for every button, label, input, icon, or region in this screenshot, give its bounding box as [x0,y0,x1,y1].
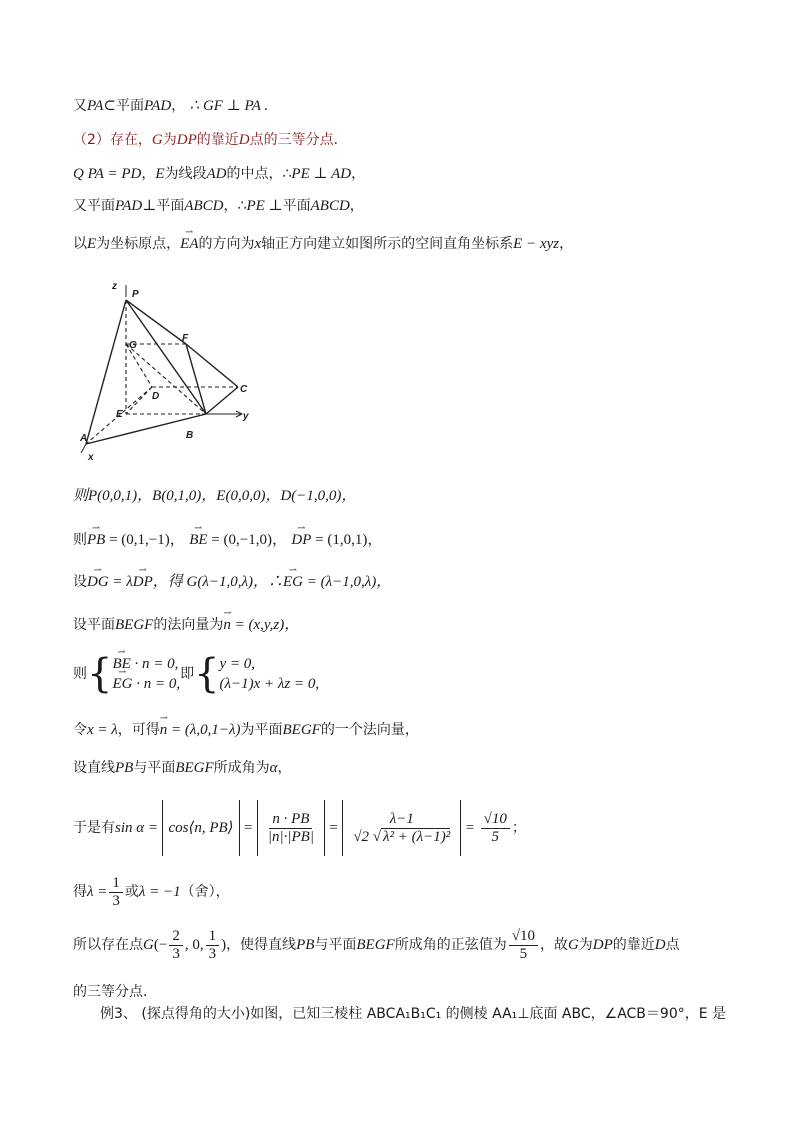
math: BEGF [175,760,214,776]
text: 于是有 [73,820,115,836]
numerator: λ−1 [387,811,417,829]
proof-line-1 [73,96,268,116]
math: = (λ−1,0,λ)， [303,574,392,590]
edge-PF [126,300,186,344]
math: BEGF [282,722,321,738]
text: 设平面 [73,617,115,633]
denominator: 5 [491,828,500,845]
fraction [109,875,123,910]
abs-fraction-2 [342,800,461,856]
text: ，故 [539,937,568,953]
proof-line-3 [73,164,365,184]
math: = λ [108,574,133,590]
denominator: |n|·|PB| [267,829,314,846]
angle-line [73,758,292,778]
text: 的一个法向量， [320,722,419,738]
text: 为平面 [240,722,283,738]
math: G [151,132,163,148]
vector-DP: ⇀ DP [133,572,153,592]
math: PE ⊥ [246,198,283,214]
text: 的法向量为 [153,617,224,633]
conclusion-tail: 的三等分点． [73,984,157,1000]
text: 得 [73,884,87,900]
math: E [87,236,97,252]
math: PAD [115,198,143,214]
label-C: C [240,384,248,395]
math: PA⊂ [87,98,116,114]
text: ， [141,166,156,182]
math: ABCD [184,198,224,214]
text: 设 [73,574,87,590]
math: sin α = [115,820,159,836]
math: DP [176,132,197,148]
text: （舍）， [180,884,230,900]
edge-DE [126,387,152,414]
text: 令 [73,722,87,738]
text: 的靠近 [196,132,239,148]
math: ABCD [310,198,350,214]
proof-line-5 [73,234,573,254]
sqrt-body: λ² + (λ−1)² [383,829,451,846]
text: ， [559,236,574,252]
math: = (λ,0,1−λ) [167,722,241,738]
label-z: z [112,281,117,292]
text: 的方向为 [198,236,255,252]
text: 的靠近 [612,937,655,953]
text: 为坐标原点， [96,236,181,252]
text: 又 [73,98,87,114]
math: Q PA = PD [73,166,142,182]
denominator: 3 [112,892,120,909]
text: ， [171,98,186,114]
text: 为线段 [164,166,207,182]
math: x [254,236,262,252]
math: BEGF [115,617,154,633]
text: 又平面 [73,198,115,214]
abs-fraction-1 [257,800,325,856]
vector-BE: ⇀ BE [189,530,207,550]
math: √2 [353,829,370,846]
vector-DP: ⇀ DP [291,530,311,550]
text: 轴正方向建立如图所示的空间直角坐标系 [261,236,514,252]
text: 平面 [156,198,185,214]
math: PB [296,937,315,953]
text: （2）存在， [73,132,152,148]
fraction [481,811,510,846]
normal-vector-line [73,615,299,635]
text: 以 [73,236,87,252]
vector-BE: ⇀ BE [112,654,130,674]
system-left [112,654,180,694]
text: 即 [180,666,195,682]
row-4: (λ−1)x + λz = 0, [219,676,320,692]
math: = [329,820,338,836]
math: · n = 0, [134,656,179,672]
edge-PA [86,300,126,444]
left-brace: { [194,651,220,697]
label-P: P [132,289,139,300]
math: = (1,0,1)， [311,532,383,548]
math: ) [221,937,227,953]
conclusion-line [73,925,680,965]
text: 的中点，∴ [226,166,292,182]
numerator: √10 [481,811,510,829]
text: ，∴ [223,198,247,214]
text: 所以存在点 [73,937,143,953]
math: ⊥ [142,198,157,214]
text: 设直线 [73,760,115,776]
fraction [169,928,183,963]
math: BEGF [356,937,395,953]
lambda-result [73,872,230,912]
row-3: y = 0, [219,656,256,672]
part-2-heading [73,130,348,150]
math: ∴ GF ⊥ PA . [189,98,269,114]
text: ， [349,198,364,214]
text: 点 [665,937,680,953]
edge-GB [126,344,206,414]
edge-PB [126,300,206,414]
edge-CB [206,387,238,414]
abs-cos [162,800,239,856]
example-3-intro: 例3、 (探点得角的大小)如图，已知三棱柱 ABCA₁B₁C₁ 的侧棱 AA₁⊥底面 ABC，∠ACB＝90°，E 是 [100,1006,727,1022]
math: D [654,937,666,953]
text: 平面 [115,98,144,114]
sine-equation [73,800,526,856]
text: 为 [162,132,177,148]
math: PAD [143,98,172,114]
text: 则 [73,532,87,548]
math: , 0, [184,937,204,953]
vector-EG: ⇀ EG [283,572,303,592]
math: = (0,1,−1)， [105,532,185,548]
vector-EG: ⇀ EG [112,674,132,694]
label-F: F [182,333,189,344]
vector-n: ⇀ n [160,720,168,740]
text: 与平面 [133,760,176,776]
text: 为 [578,937,593,953]
vector-n: ⇀ n [223,615,231,635]
math: G [567,937,579,953]
row-2 [112,674,180,694]
math: = (x,y,z)， [230,617,300,633]
fraction [350,811,453,846]
text: ，可得 [117,722,160,738]
math: = [243,820,253,836]
label-x: x [88,452,94,463]
coordinates-line: 则P(0,0,1)，B(0,1,0)，E(0,0,0)，D(−1,0,0)， [73,488,357,504]
proof-line-4 [73,196,364,216]
fraction [265,811,317,846]
denominator: 3 [172,945,180,962]
math: E − xyz [513,236,560,252]
edge-FB [186,344,206,414]
text: ； [511,820,526,836]
text: ，使得直线 [226,937,297,953]
label-A: A [80,433,88,444]
vector-EA: ⇀ EA [180,234,198,254]
label-D: D [152,391,160,402]
math: PE ⊥ AD [291,166,352,182]
text: 所成角为 [213,760,270,776]
math: α [269,760,278,776]
label-G: G [129,340,137,351]
text: 所成角的正弦值为 [394,937,507,953]
text: 或 [124,884,139,900]
numerator: 1 [109,875,123,893]
text: 平面 [282,198,311,214]
text: 与平面 [314,937,357,953]
pyramid-figure [76,275,266,475]
math: cos⟨n, PB⟩ [168,820,234,836]
math: = (0,−1,0)， [207,532,287,548]
denominator: √2 √ λ² + (λ−1)² [353,829,451,846]
text: 则 [73,666,87,682]
numerator: 2 [169,928,183,946]
math: λ = −1 [138,884,181,900]
label-y: y [243,411,249,422]
left-brace: { [87,651,113,697]
math: E [155,166,165,182]
math: = [465,820,475,836]
fraction [206,928,220,963]
equation-system [73,652,319,696]
math: D [238,132,250,148]
system-right [220,654,320,694]
numerator: n · PB [269,811,312,829]
denominator: 5 [519,945,528,962]
numerator: 1 [206,928,220,946]
numerator: √10 [509,928,538,946]
vectors-line [73,530,382,550]
vector-PB: ⇀ PB [87,530,105,550]
denominator: 3 [208,945,217,962]
fraction [509,928,538,963]
label-E: E [116,409,123,420]
text: ， [277,760,292,776]
label-B: B [186,430,194,441]
normal-choice-line [73,720,419,740]
math: DP [592,937,613,953]
math: · n = 0, [136,676,181,692]
vector-DG: ⇀ DG [87,572,109,592]
text: 点的三等分点． [249,132,348,148]
math: x = λ [87,722,118,738]
edge-FC [186,344,238,387]
math: G [143,937,154,953]
x-axis [81,444,86,453]
text: ， [351,166,366,182]
math: λ = [87,884,108,900]
math: ，得 G(λ−1,0,λ)，∴ [152,574,283,590]
dg-line [73,572,391,592]
math: (− [153,937,168,953]
math: AD [206,166,227,182]
math: PB [115,760,134,776]
